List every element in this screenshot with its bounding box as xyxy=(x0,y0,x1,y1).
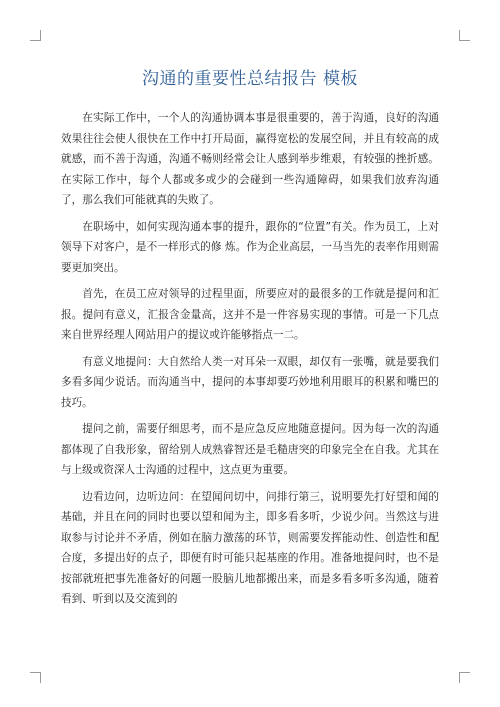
document-title: 沟通的重要性总结报告 模板 xyxy=(142,69,358,89)
crop-mark-top-left xyxy=(30,30,41,41)
paragraph-3: 首先，在员工应对领导的过程里面，所要应对的最很多的工作就是提问和汇报。提问有意义，汇报含金量高，这并不是一件容易实现的事情。可是一下几点来自世界经理人网站用户的提议或许能够指点一二。 xyxy=(61,288,439,341)
document-body xyxy=(61,108,439,616)
paragraph-2: 在职场中，如何实现沟通本事的提升，跟你的“位置”有关。作为员工，上对领导下对客户，是不一样形式的修 炼。作为企业高层，一马当先的表率作用则需要更加突出。 xyxy=(61,220,439,274)
crop-mark-top-right xyxy=(459,30,470,41)
paragraph-1: 在实际工作中，一个人的沟通协调本事是很重要的，善于沟通，良好的沟通效果往往会使人很快在工作中打开局面，赢得宽松的发展空间，并且有较高的成就感，而不善于沟通，沟通不畅则经常会让人感到举步维艰，有较强的挫折感。在实际工作中，每个人都或多或少的会碰到一些沟通障碍，如果我们放弃沟通了，那么我们可能就真的失败了。 xyxy=(61,112,439,206)
paragraph-6: 边看边问，边听边问：在望闻问切中，问排行第三，说明要先打好望和闻的基础，并且在问的同时也要以望和闻为主，即多看多听，少说少问。当然这与进取参与讨论并不矛盾，例如在脑力激荡的环节，则需要发挥能动性、创造性和配合度，多提出好的点子，即便有时可能只起基座的作用。准备地提问时，也不是按部就班把事先准备好的问题一股脑儿地都搬出来，而是多看多听多沟通，随着看到、听到以及交流到的 xyxy=(61,490,439,605)
crop-mark-bottom-left xyxy=(30,672,41,683)
paragraph-4: 有意义地提问：大自然给人类一对耳朵一双眼，却仅有一张嘴，就是要我们多看多闻少说话。而沟通当中，提问的本事却要巧妙地利用眼耳的积累和嘴巴的技巧。 xyxy=(61,355,439,409)
crop-mark-bottom-right xyxy=(459,672,470,683)
paragraph-5: 提问之前，需要仔细思考，而不是应急反应地随意提问。因为每一次的沟通都体现了自我形象，留给别人成熟睿智还是毛糙唐突的印象完全在自我。尤其在与上级或资深人士沟通的过程中，这点更为重要。 xyxy=(61,423,439,476)
